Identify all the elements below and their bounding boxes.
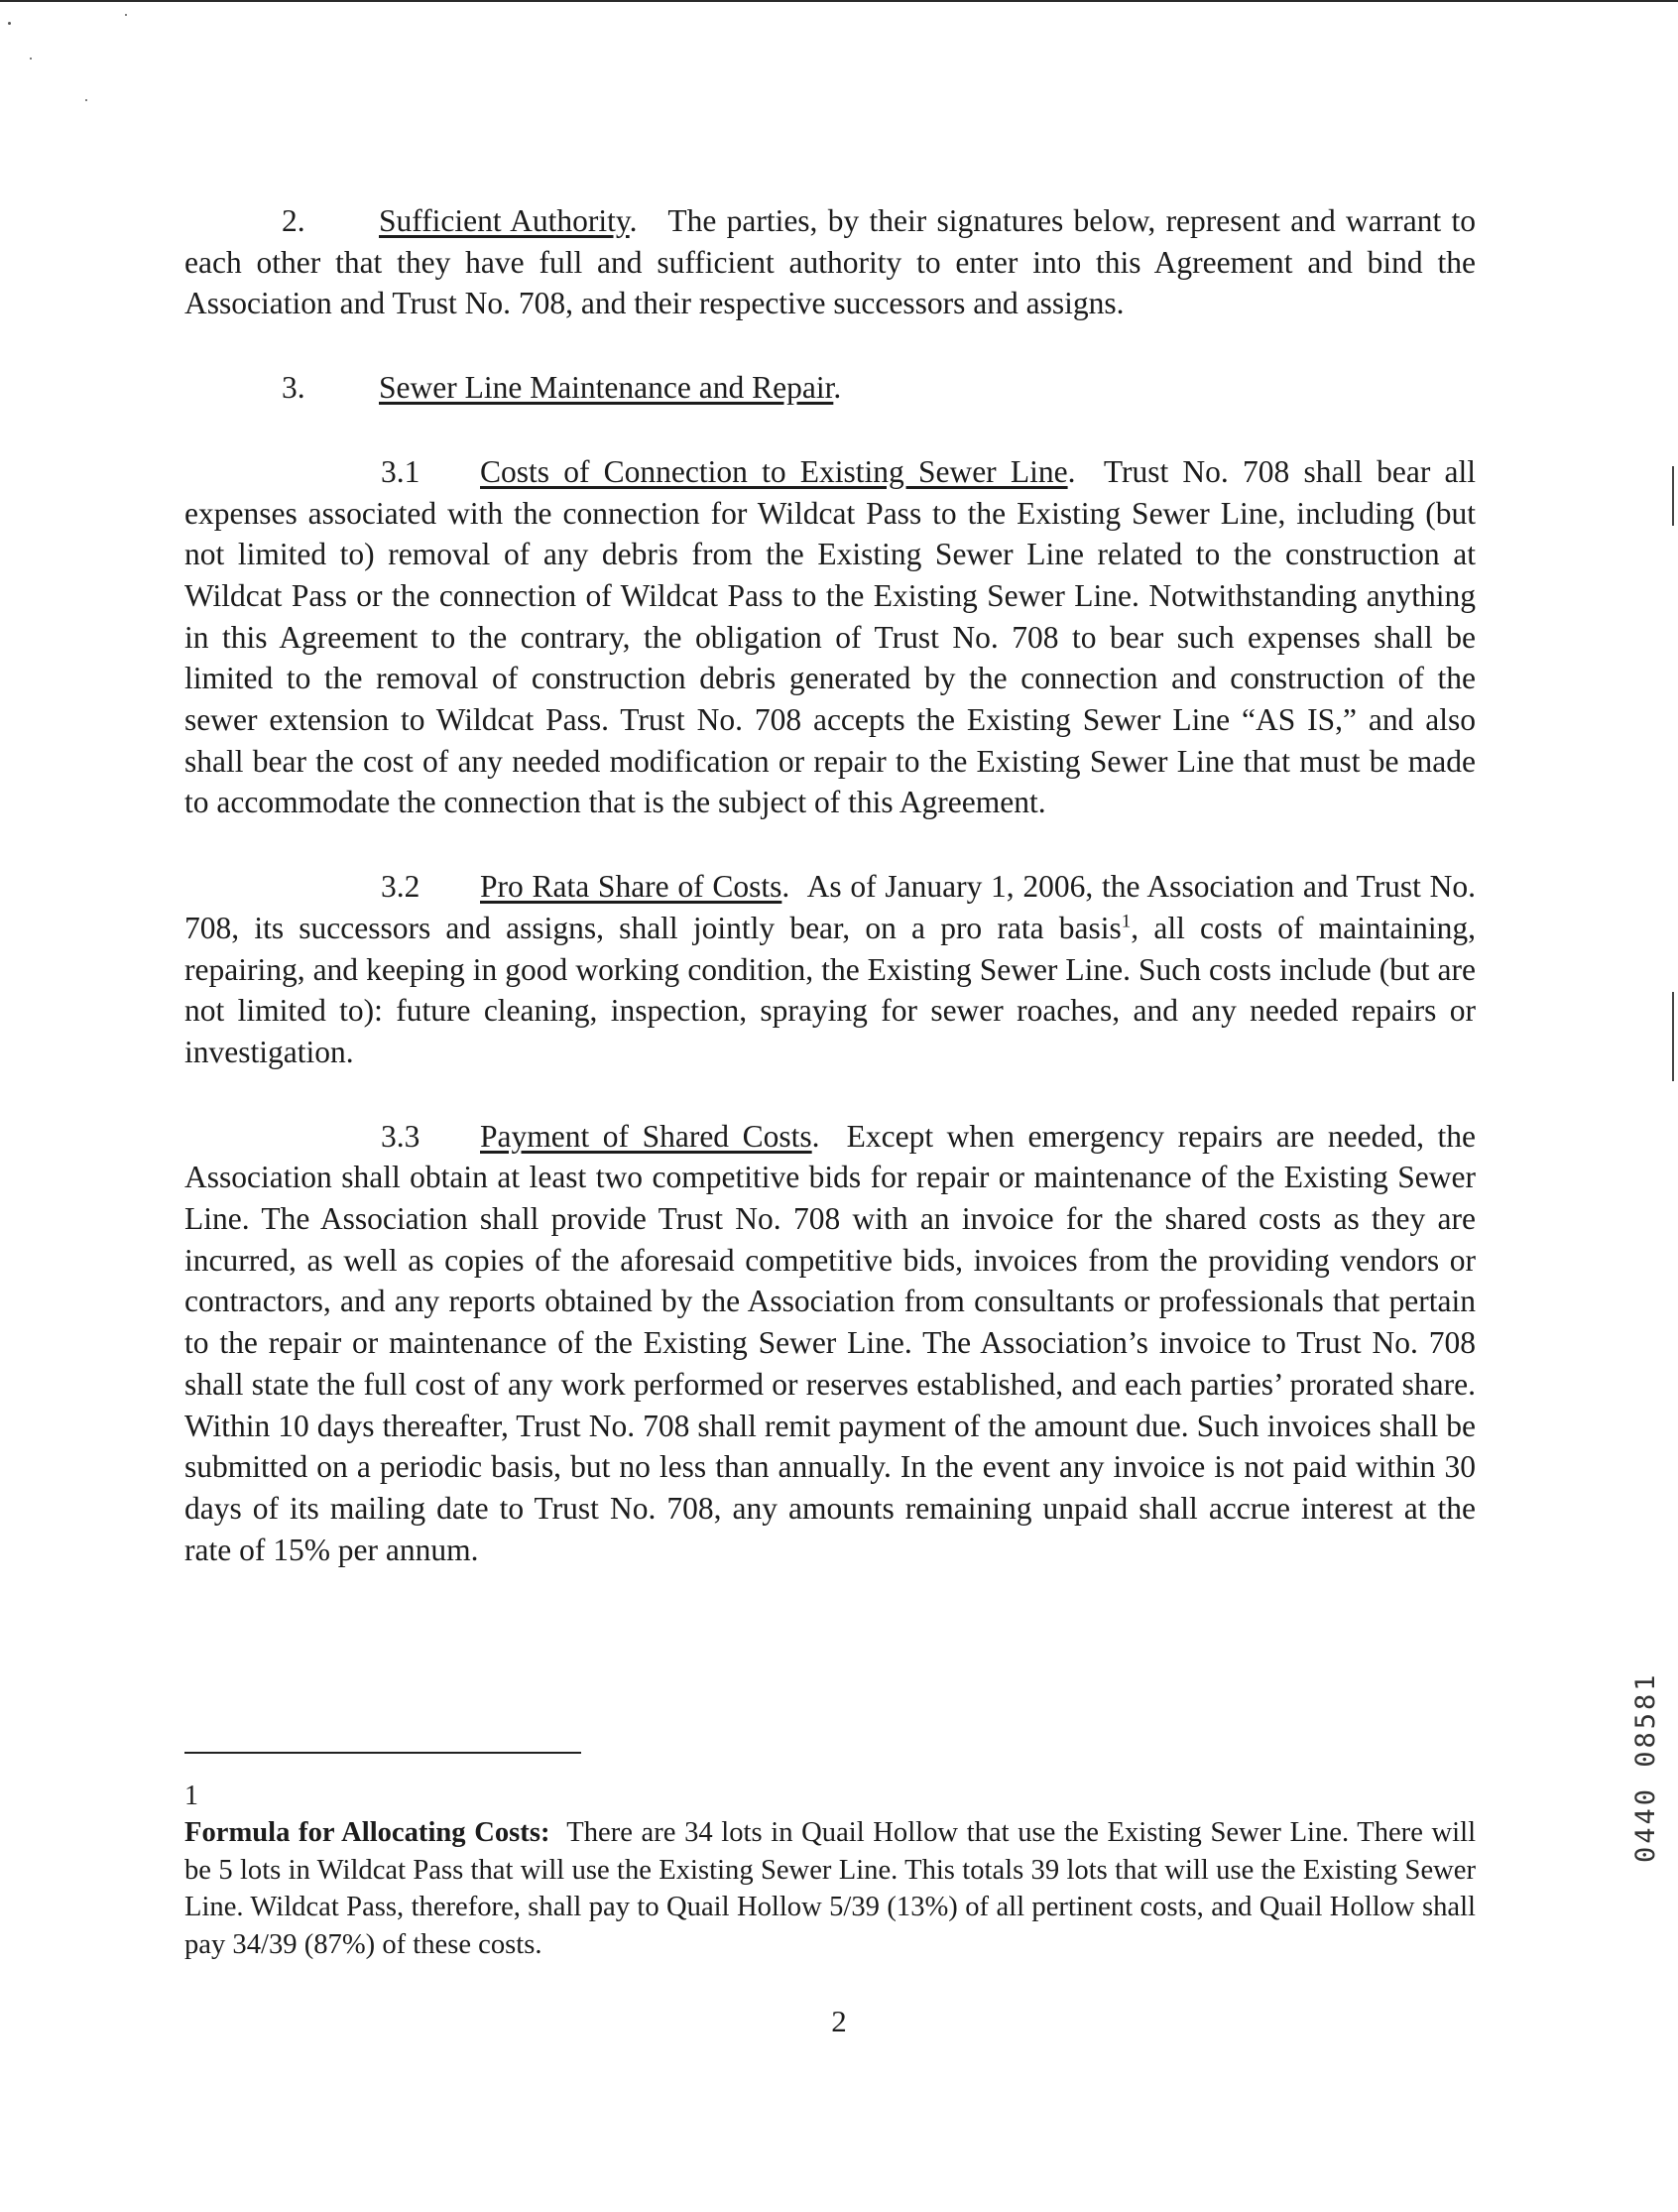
footnote-marker: 1 — [184, 1781, 198, 1811]
margin-document-stamp: 0440 08581 — [1630, 1671, 1661, 1863]
right-edge-mark — [1672, 992, 1674, 1081]
section-3-1-number: 3.1 — [381, 453, 420, 489]
section-3-2-paragraph — [184, 866, 1476, 1073]
scan-speck — [8, 22, 11, 25]
section-3-1-heading: Costs of Connection to Existing Sewer Line — [480, 453, 1068, 489]
section-3-heading: Sewer Line Maintenance and Repair — [379, 370, 834, 406]
section-2-heading: Sufficient Authority — [379, 203, 630, 238]
section-3-2-heading: Pro Rata Share of Costs — [480, 869, 782, 905]
section-3-3-heading: Payment of Shared Costs — [480, 1118, 812, 1154]
section-3-1-text: Trust No. 708 shall bear all expenses associated with the connection for Wildcat Pass to the Existing Sewer Line, including (but not limited to) removal of any debris from the Existing Sewer Line related to the construction at Wildcat Pass or the connection of Wildcat Pass to the Existing Sewer Line. Notwithstanding anything in this Agreement to the contrary, the obligation of Trust No. 708 to bear such expenses shall be limited to the removal of construction debris generated by the connection and construction of the sewer extension to Wildcat Pass. Trust No. 708 accepts the Existing Sewer Line “AS IS,” and also shall bear the cost of any needed modification or repair to the Existing Sewer Line that must be made to accommodate the connection that is the subject of this Agreement. — [184, 453, 1477, 820]
top-scan-edge — [0, 0, 1678, 2]
section-3-2-text-before: As of January 1, 2006, the Association and Trust No. 708, its successors and assigns, shall jointly bear, on a pro rata basis — [184, 869, 1476, 945]
section-3-3-heading-punct: . — [811, 1118, 820, 1154]
footnote-text — [184, 1814, 1476, 1963]
agreement-body — [184, 200, 1476, 1570]
page-number: 2 — [831, 2004, 847, 2038]
section-2-paragraph — [184, 200, 1476, 324]
footnote-body: There are 34 lots in Quail Hollow that use the Existing Sewer Line. There will be 5 lots in Wildcat Pass that will use the Existing Sewer Line. This totals 39 lots that will use the Existing Sewer Line. Wildcat Pass, therefore, shall pay to Quail Hollow 5/39 (13%) of all pertinent costs, and Quail Hollow shall pay 34/39 (87%) of these costs. — [184, 1817, 1477, 1960]
footnote-separator — [184, 1752, 581, 1754]
scan-speck — [85, 99, 87, 101]
section-3-3-number: 3.3 — [381, 1118, 420, 1154]
section-3-2-heading-punct: . — [781, 869, 790, 905]
footnote-lead: Formula for Allocating Costs: — [184, 1817, 550, 1848]
section-3-3-paragraph — [184, 1116, 1476, 1571]
section-3-heading-punct: . — [833, 370, 842, 406]
section-2-number: 2. — [282, 203, 305, 238]
section-3-1-paragraph — [184, 451, 1476, 823]
right-edge-mark — [1672, 466, 1674, 526]
section-3-number: 3. — [282, 370, 305, 406]
scan-speck — [125, 14, 127, 16]
section-2-text: The parties, by their signatures below, represent and warrant to each other that they have full and sufficient authority to enter into this Agreement and bind the Association and Trust No. 708, and their respective successors and assigns. — [184, 203, 1476, 321]
section-3-2-text-after: , all costs of maintaining, repairing, and keeping in good working condition, the Existing Sewer Line. Such costs include (but are not limited to): future cleaning, inspection, spraying for sewer roaches, and any needed repairs or investigation. — [184, 910, 1476, 1069]
section-2-heading-punct: . — [629, 203, 638, 238]
section-3-1-heading-punct: . — [1067, 453, 1076, 489]
section-3-3-text: Except when emergency repairs are needed, the Association shall obtain at least two competitive bids for repair or maintenance of the Existing Sewer Line. The Association shall provide Trust No. 708 with an invoice for the shared costs as they are incurred, as well as copies of the aforesaid competitive bids, invoices from the providing vendors or contractors, and any reports obtained by the Association from consultants or professionals that pertain to the repair or maintenance of the Existing Sewer Line. The Association’s invoice to Trust No. 708 shall state the full cost of any work performed or reserves established, and each parties’ prorated share. Within 10 days thereafter, Trust No. 708 shall remit payment of the amount due. Such invoices shall be submitted on a periodic basis, but no less than annually. In the event any invoice is not paid within 30 days of its mailing date to Trust No. 708, any amounts remaining unpaid shall accrue interest at the rate of 15% per annum. — [184, 1118, 1476, 1567]
section-3-2-number: 3.2 — [381, 869, 420, 905]
section-3-heading-line — [184, 367, 1476, 409]
scan-speck — [30, 58, 32, 60]
footnote-reference: 1 — [1121, 911, 1132, 932]
